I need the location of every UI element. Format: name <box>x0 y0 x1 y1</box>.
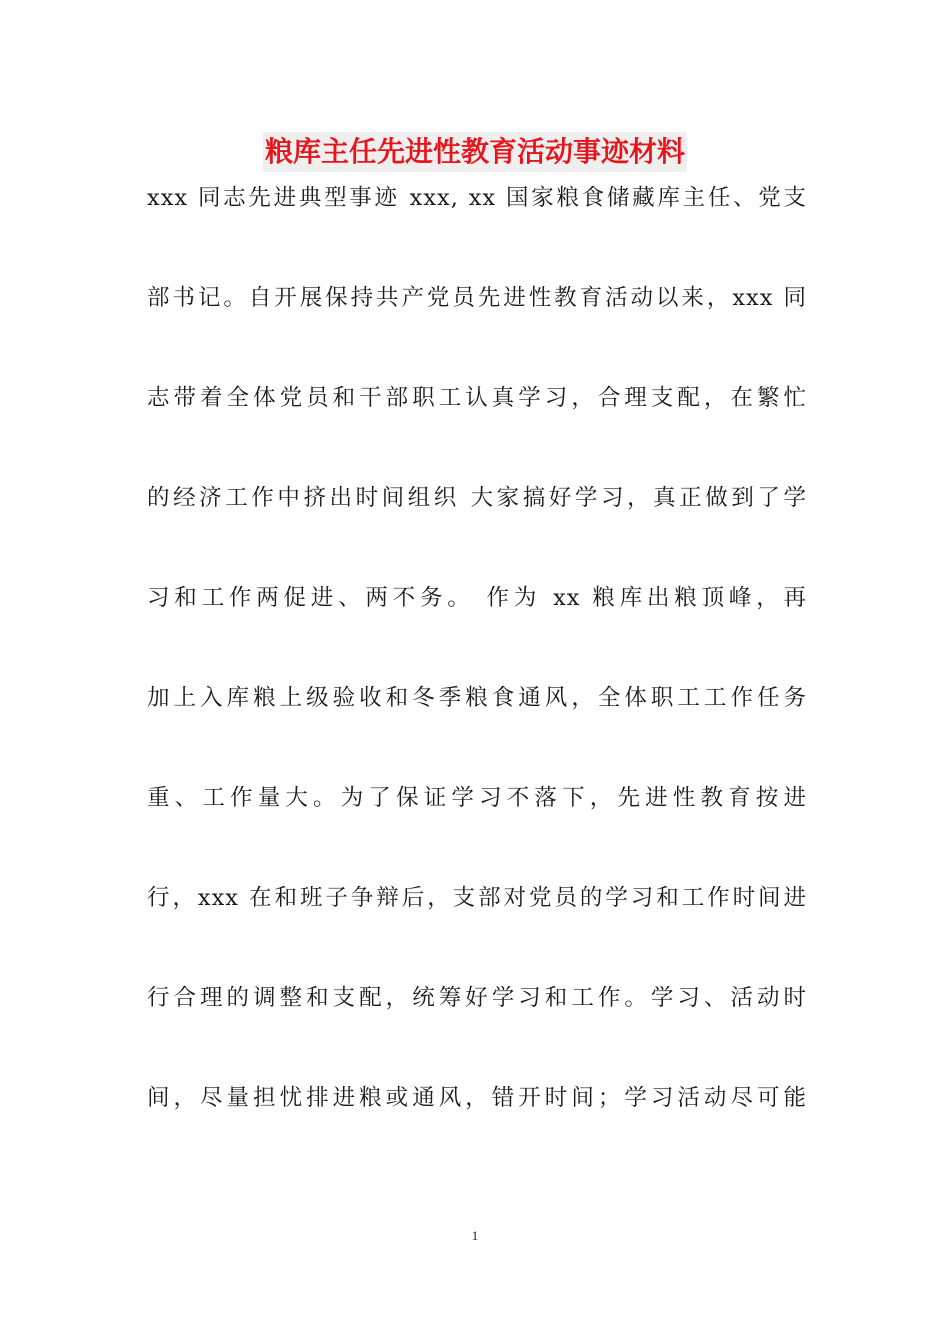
body-line: 加上入库粮上级验收和冬季粮食通风，全体职工工作任务 <box>147 685 807 711</box>
body-line: 部书记。自开展保持共产党员先进性教育活动以来，xxx 同 <box>147 285 807 311</box>
body-line: xxx 同志先进典型事迹 xxx, xx 国家粮食储藏库主任、党支 <box>147 185 807 211</box>
title-wrapper <box>0 132 950 172</box>
body-line: 间，尽量担忧排进粮或通风，错开时间；学习活动尽可能 <box>147 1085 807 1111</box>
body-line: 习和工作两促进、两不务。 作为 xx 粮库出粮顶峰，再 <box>147 585 807 611</box>
document-body <box>147 172 807 1172</box>
page-number: 1 <box>471 1228 479 1243</box>
body-line: 志带着全体党员和干部职工认真学习，合理支配，在繁忙 <box>147 385 807 411</box>
body-line: 的经济工作中挤出时间组织 大家搞好学习，真正做到了学 <box>147 485 807 511</box>
body-line: 行合理的调整和支配，统筹好学习和工作。学习、活动时 <box>147 985 807 1011</box>
body-line: 行，xxx 在和班子争辩后，支部对党员的学习和工作时间进 <box>147 885 807 911</box>
document-title: 粮库主任先进性教育活动事迹材料 <box>263 132 687 172</box>
body-line: 重、工作量大。为了保证学习不落下，先进性教育按进 <box>147 785 807 811</box>
